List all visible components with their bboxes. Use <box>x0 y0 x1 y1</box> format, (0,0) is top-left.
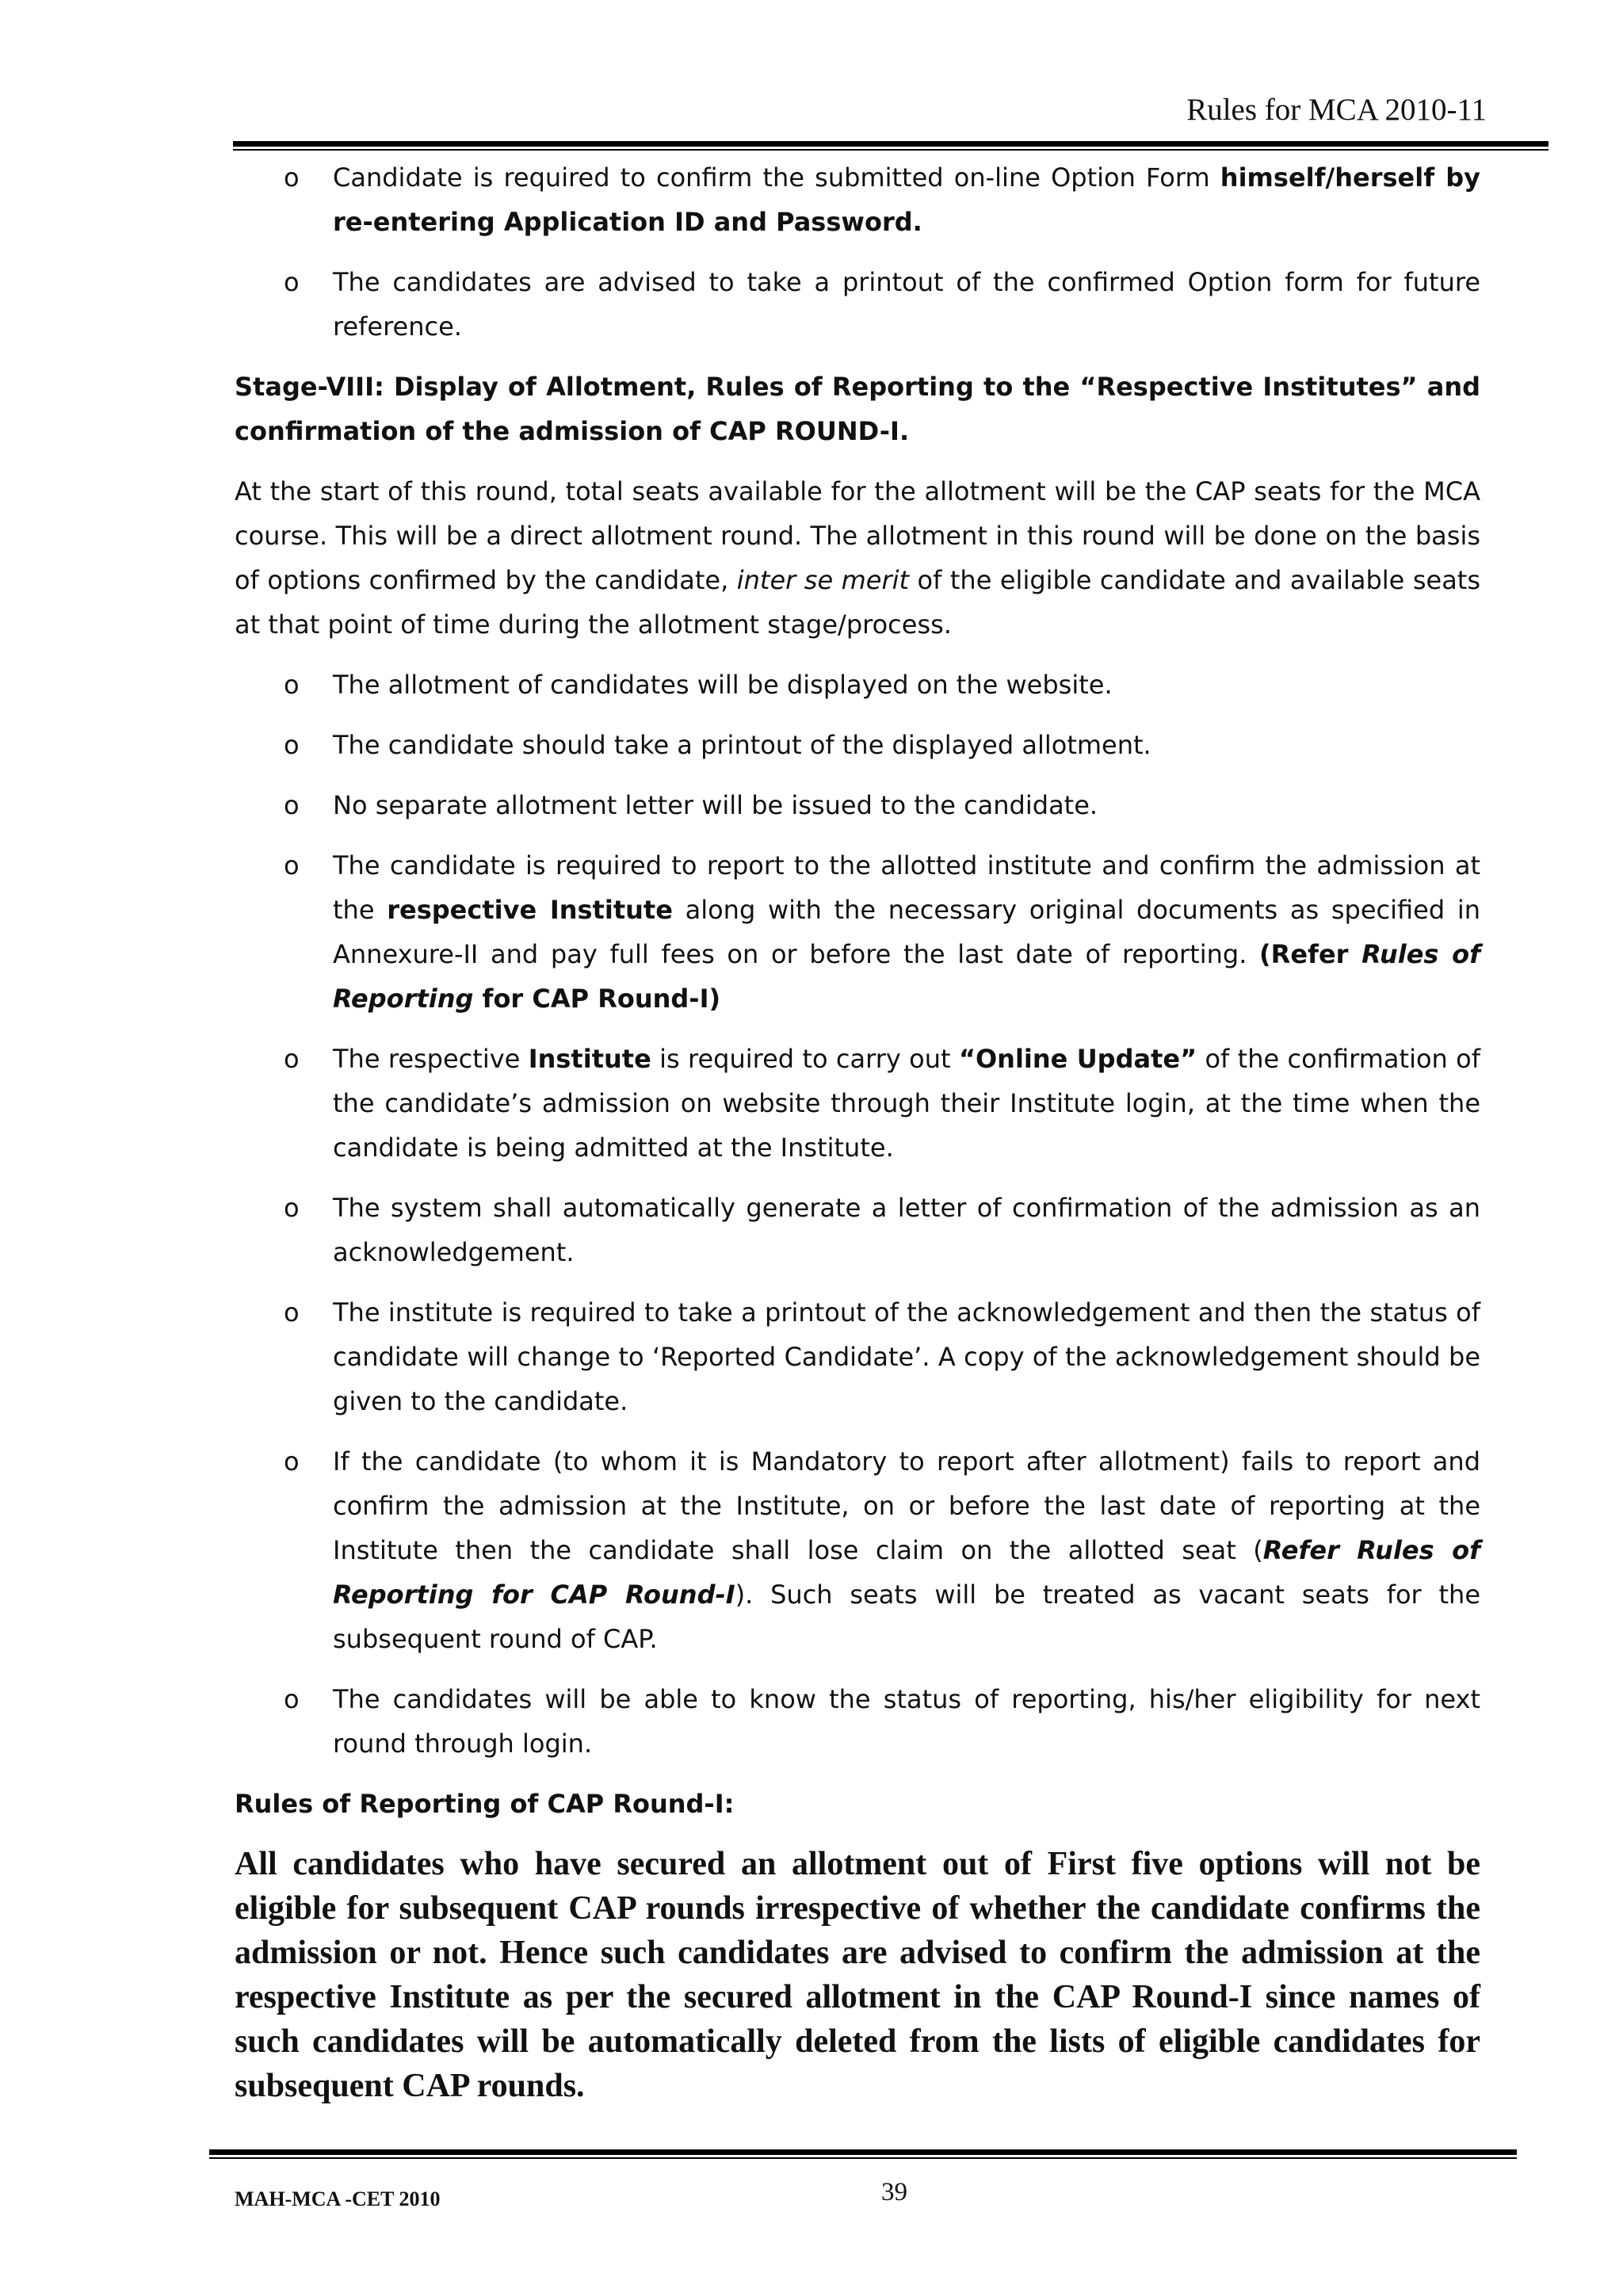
bullet-text: The candidates are advised to take a printout of the confirmed Option form for future reference. <box>333 267 1480 342</box>
rules-bold-paragraph: All candidates who have secured an allotment out of First five options will not be eligible for subsequent CAP rounds irrespective of whether the candidate confirms the admission or not. Hence such candidates are advised to confirm the admission at the respective Institute as per the secured allotment in the CAP Round-I since names of such candidates will be automatically deleted from the lists of eligible candidates for subsequent CAP rounds. <box>235 1846 1480 2104</box>
bullet-bold: Institute <box>528 1044 651 1074</box>
bullet-list-main <box>235 663 1480 1766</box>
rules-heading: Rules of Reporting of CAP Round-I: <box>235 1789 735 1819</box>
bullet-list-top <box>235 155 1480 349</box>
list-item <box>235 1037 1480 1170</box>
para-italic: inter se merit <box>736 565 910 595</box>
bullet-mark: o <box>284 1193 300 1223</box>
bullet-text: of the confirmation of the candidate’s admission on website through their Institute login, at the time when the candidate is being admitted at the Institute. <box>333 1044 1481 1163</box>
footer-rule-thick <box>209 2149 1517 2155</box>
bullet-bold: respective Institute <box>387 895 673 925</box>
bullet-text: ). Such seats will be treated as vacant seats for the subsequent round of CAP. <box>333 1580 1481 1654</box>
stage-heading: Stage-VIII: Display of Allotment, Rules of Reporting to the “Respective Institutes” and confirmation of the admission of CAP ROUND-I. <box>235 372 1480 446</box>
ref-text: (Refer <box>1259 939 1362 969</box>
page-body <box>235 155 1480 2108</box>
bullet-text: along with the necessary original documents as specified in Annexure-II and pay full fees on or before the last date of reporting. <box>333 895 1481 969</box>
footer-exam-name: MAH-MCA -CET 2010 <box>235 2187 441 2210</box>
bullet-mark: o <box>284 850 300 881</box>
bullet-text: is required to carry out <box>651 1044 959 1074</box>
list-item <box>235 843 1480 1021</box>
bullet-text: The candidate is required to report to the allotted institute and confirm the admission at the <box>333 850 1480 925</box>
ref-italic: Rules of Reporting <box>333 939 1481 1014</box>
list-item <box>235 1439 1480 1661</box>
bullet-mark: o <box>284 1044 300 1074</box>
bullet-mark: o <box>284 790 300 820</box>
list-item <box>235 1290 1480 1423</box>
bullet-text: The institute is required to take a printout of the acknowledgement and then the status of candidate will change to ‘Reported Candidate’. A copy of the acknowledgement should be given to the candidate. <box>333 1297 1480 1416</box>
bullet-bold: himself/herself by re-entering Application ID and Password. <box>333 162 1481 237</box>
bullet-text: If the candidate (to whom it is Mandatory to report after allotment) fails to report and confirm the admission at the Institute, on or before the last date of reporting at the Institute then the candidate shall lose claim on the allotted seat ( <box>333 1446 1480 1565</box>
list-item <box>235 783 1480 827</box>
header-title: Rules for MCA 2010-11 <box>1186 93 1487 127</box>
bullet-mark: o <box>284 162 300 193</box>
list-item <box>235 260 1480 349</box>
bullet-bold: “Online Update” <box>958 1044 1197 1074</box>
ref-text: for CAP Round-I) <box>473 984 721 1014</box>
list-item <box>235 723 1480 767</box>
bullet-mark: o <box>284 267 300 297</box>
list-item <box>235 663 1480 707</box>
bullet-bold-italic: Refer Rules of Reporting for CAP Round-I <box>333 1535 1481 1610</box>
bullet-mark: o <box>284 1297 300 1328</box>
bullet-text: The candidates will be able to know the status of reporting, his/her eligibility for next round through login. <box>333 1684 1480 1759</box>
list-item <box>235 1677 1480 1766</box>
bullet-mark: o <box>284 730 300 760</box>
header-rule-thick <box>233 141 1549 147</box>
header-rule-thin <box>233 149 1549 151</box>
bullet-text: The respective <box>333 1044 529 1074</box>
bullet-text: Candidate is required to confirm the submitted on-line Option Form <box>333 162 1220 193</box>
list-item <box>235 1186 1480 1274</box>
bullet-text: The system shall automatically generate a letter of confirmation of the admission as an acknowledgement. <box>333 1193 1480 1267</box>
para-text: At the start of this round, total seats available for the allotment will be the CAP seats for the MCA course. This will be a direct allotment round. The allotment in this round will be done on the basis of options confirmed by the candidate, <box>235 476 1480 595</box>
bullet-mark: o <box>284 670 300 700</box>
page-number: 39 <box>881 2178 907 2206</box>
bullet-text: No separate allotment letter will be issued to the candidate. <box>333 790 1098 820</box>
list-item <box>235 155 1480 244</box>
stage-paragraph <box>235 469 1480 647</box>
bullet-text: The candidate should take a printout of the displayed allotment. <box>333 730 1151 760</box>
bullet-text: The allotment of candidates will be displayed on the website. <box>333 670 1113 700</box>
bullet-mark: o <box>284 1446 300 1477</box>
footer-rule-thin <box>209 2157 1517 2159</box>
para-text: of the eligible candidate and available seats at that point of time during the allotment stage/process. <box>235 565 1481 640</box>
bullet-mark: o <box>284 1684 300 1714</box>
